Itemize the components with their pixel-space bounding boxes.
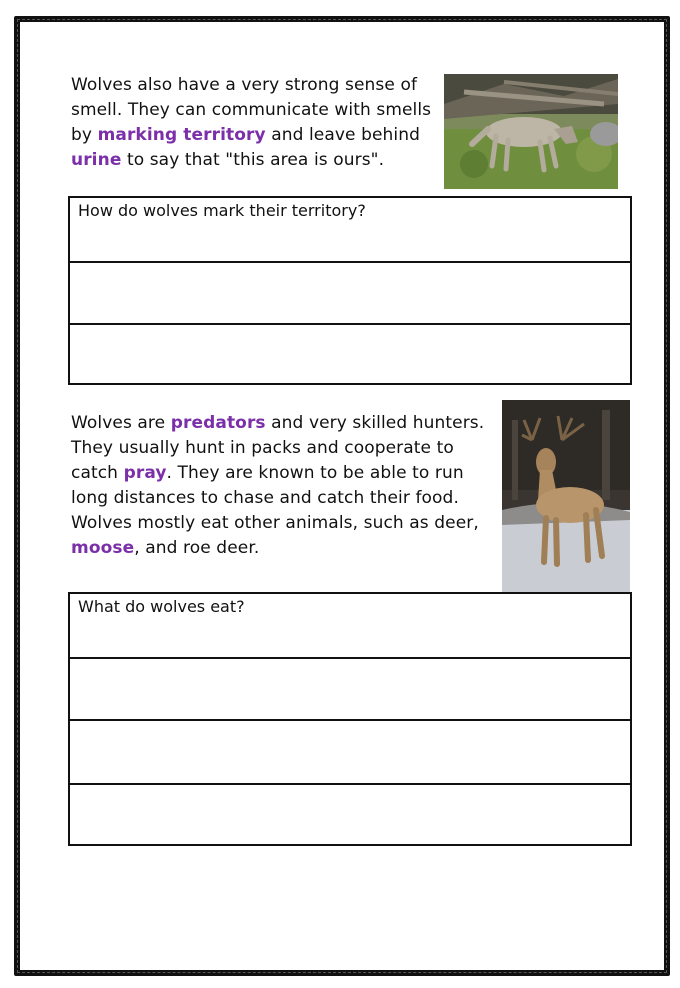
answer-box-territory [68,196,632,385]
answer-line-1[interactable] [70,657,630,659]
answer-line-3[interactable] [70,783,630,785]
wolf-smell-paragraph: Wolves also have a very strong sense of smell. They can communicate with smells by marking territory and leave behind urine to say that "this area is ours". [71,75,432,170]
answer-line-1[interactable] [70,261,630,263]
answer-line-2[interactable] [70,323,630,325]
keyword-marking-territory: marking territory [97,125,266,145]
wolf-diet-paragraph: Wolves are predators and very skilled hunters. They usually hunt in packs and cooperate to catch pray. They are known to be able to run long distances to chase and catch their food. Wolves mostly eat other animals, such as deer, moose, and roe deer. [71,413,485,558]
keyword-urine: urine [71,150,122,170]
question-territory: How do wolves mark their territory? [78,201,366,220]
question-diet: What do wolves eat? [78,597,245,616]
keyword-predators: predators [170,413,266,433]
keyword-pray: pray [123,463,167,483]
answer-line-2[interactable] [70,719,630,721]
deer-photo [502,400,630,592]
answer-box-diet [68,592,632,846]
keyword-moose: moose [71,538,135,558]
wolf-photo [444,74,618,189]
